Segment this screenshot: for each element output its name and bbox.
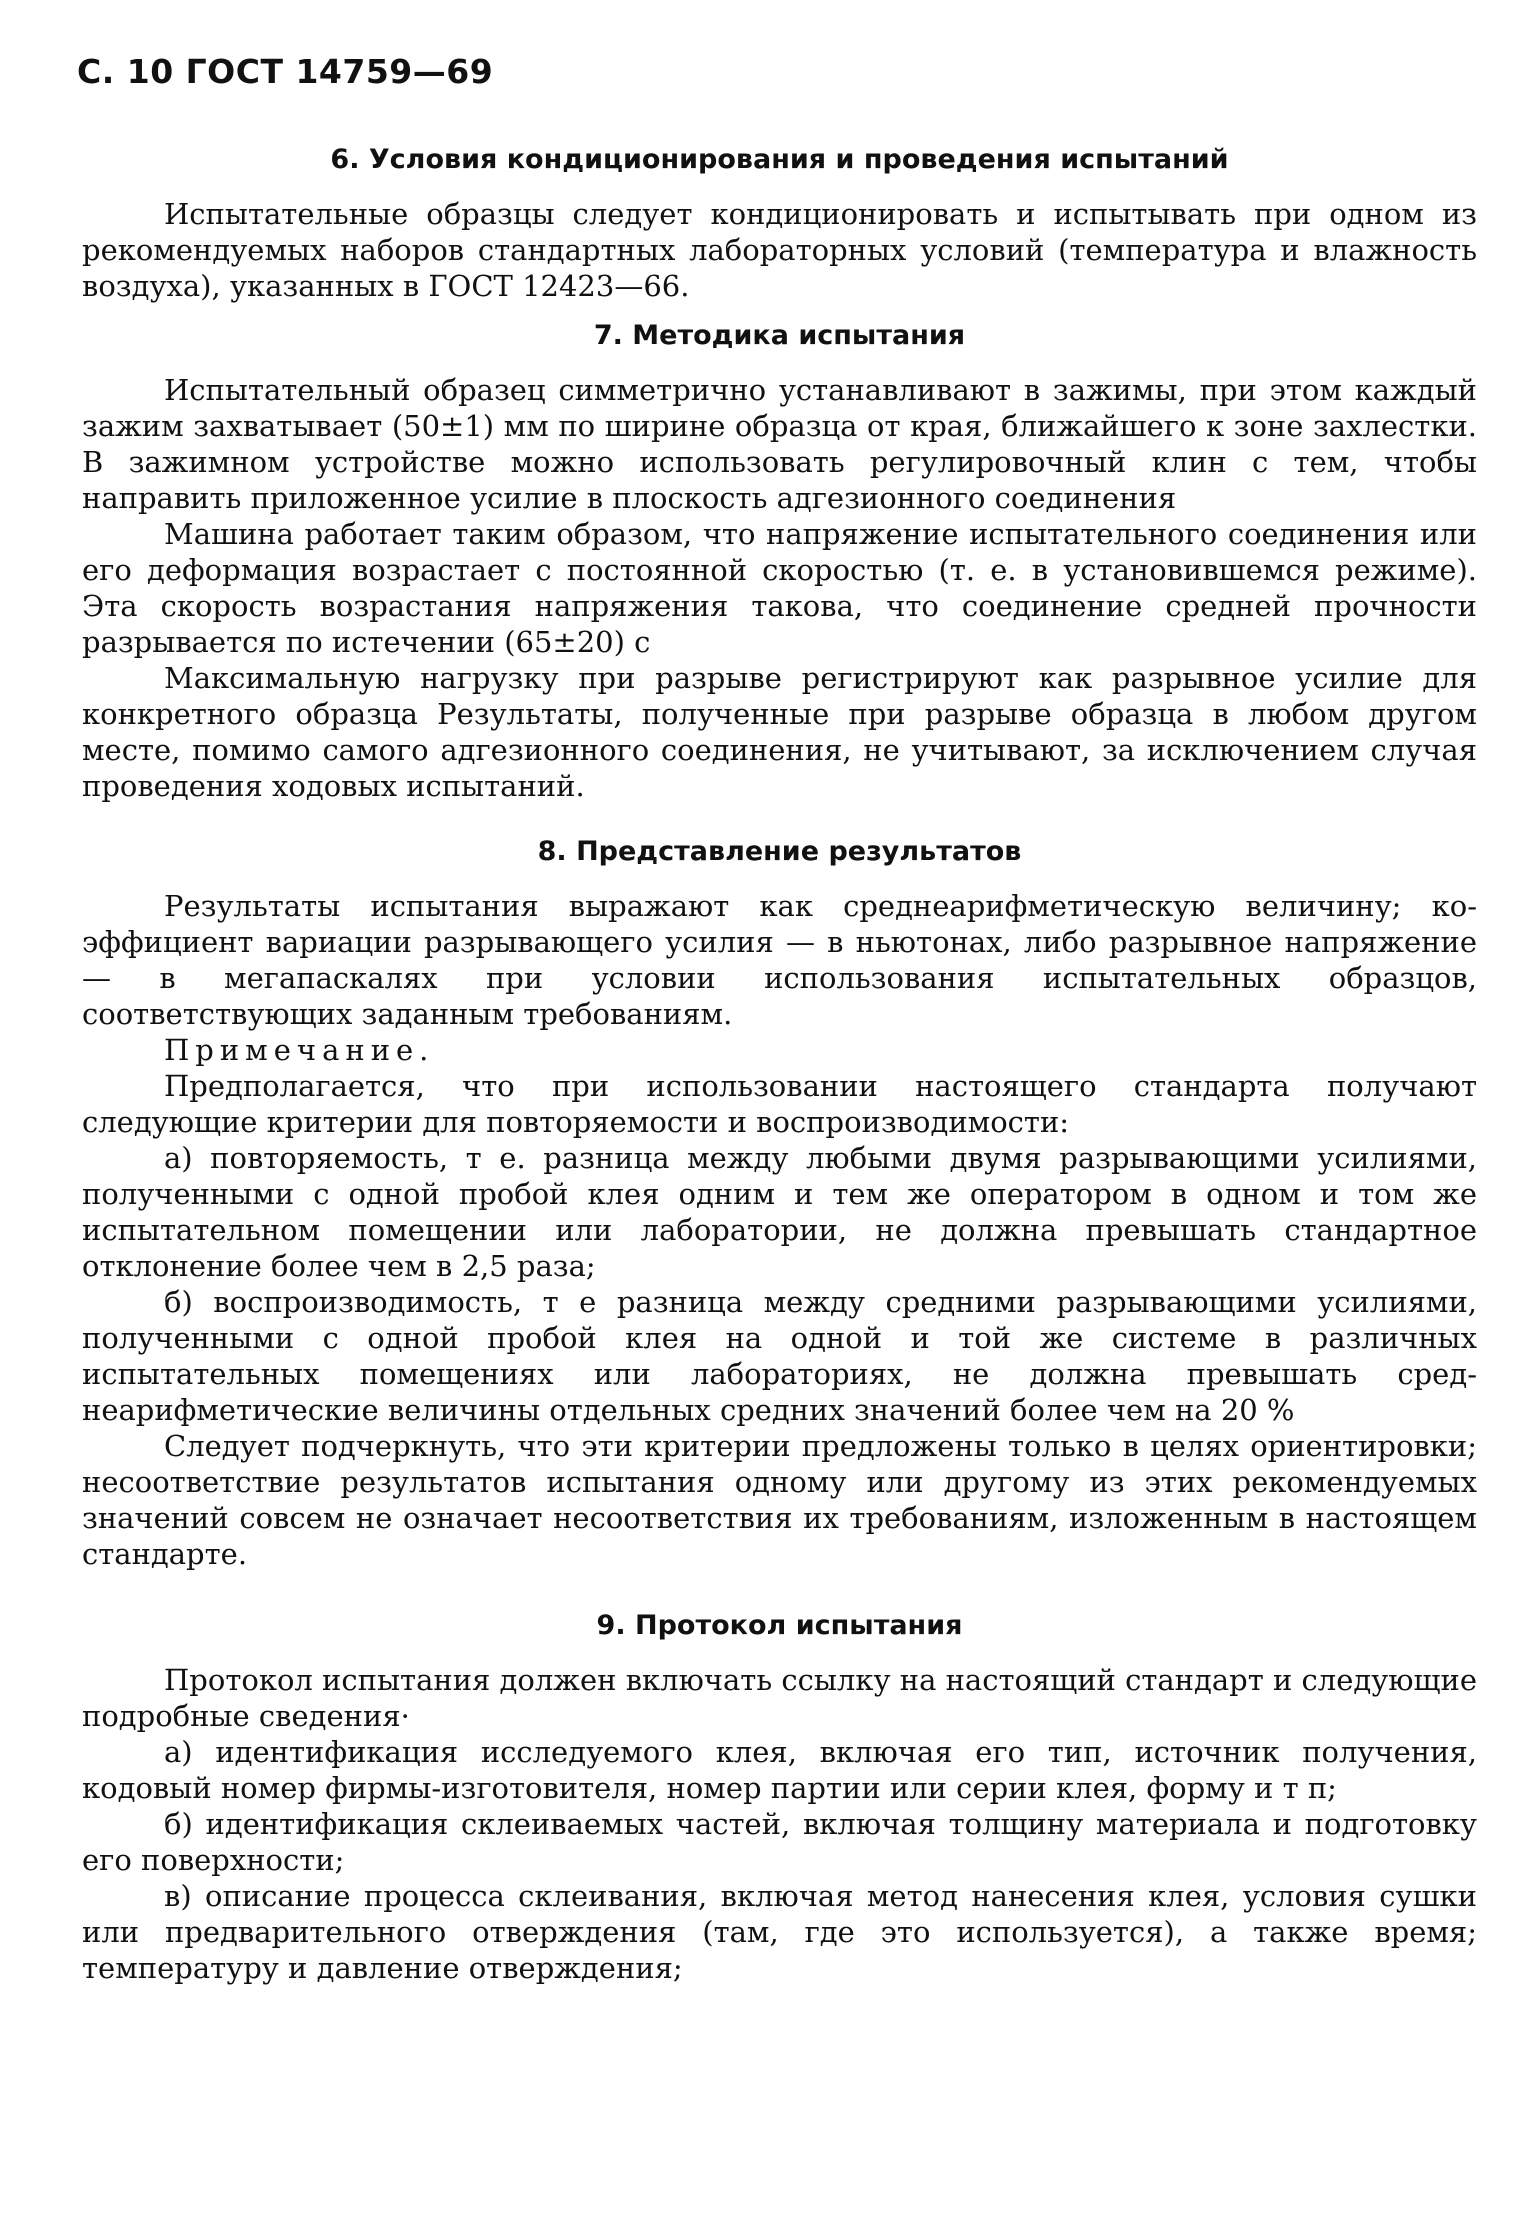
section-7-paragraph-1: Испытательный образец симметрично устанавливают в зажимы, при этом каждый зажим захватывает (50±1) мм по ширине образца от края, ближайшего к зоне захлестки. В зажимном устройстве можно использовать регулировочный клин с тем, чтобы направить приложенное усилие в плоскость адгезионного соединения (82, 373, 1477, 515)
running-head: С. 10 ГОСТ 14759—69 (77, 52, 494, 91)
spacer (82, 1572, 1477, 1608)
section-8-item-b: б) воспроизводимость, т е разница между средними разрывающими усилиями, полученными с одной пробой клея на одной и той же системе в различных испытательных помещениях или лабораториях, не должна превышать среднеарифметические величины отдельных средних значений более чем на 20 % (82, 1285, 1477, 1427)
section-9-item-b: б) идентификация склеиваемых частей, включая толщину материала и подготовку его поверхности; (82, 1807, 1477, 1877)
note-label: Примечание. (164, 1033, 435, 1067)
section-9-item-a: а) идентификация исследуемого клея, включая его тип, источник получения, кодовый номер фирмы-изготовителя, номер партии или серии клея, форму и т п; (82, 1735, 1477, 1805)
spacer (82, 304, 1477, 318)
section-7-paragraph-3: Максимальную нагрузку при разрыве регистрируют как разрывное усилие для конкретного образца Результаты, полученные при разрыве образца в любом другом месте, помимо самого адгезионного соединения, не учитывают, за исключением случая проведения ходовых испытаний. (82, 661, 1477, 803)
page-body (82, 142, 1477, 1986)
section-8-paragraph-2: Предполагается, что при использовании настоящего стандарта получают следующие критерии для повторяемости и воспроизводимости: (82, 1069, 1477, 1139)
section-9-item-c: в) описание процесса склеивания, включая метод нанесения клея, условия сушки или предварительного отверждения (там, где это используется), а также время; температуру и давление отверждения; (82, 1879, 1477, 1985)
section-8-heading: 8. Представление результатов (537, 836, 1022, 867)
section-9 (82, 1608, 1477, 1986)
section-8-paragraph-3: Следует подчеркнуть, что эти критерии предложены только в целях ориентировки; несоответствие результатов испытания одному или другому из этих рекомендуемых значений совсем не означает несоответствия их требованиям, изложенным в настоящем стандарте. (82, 1429, 1477, 1571)
section-9-paragraph-1: Протокол испытания должен включать ссылку на настоящий стандарт и следующие подробные сведения· (82, 1663, 1477, 1733)
section-9-heading: 9. Протокол испытания (596, 1610, 963, 1641)
section-7-heading: 7. Методика испытания (593, 320, 966, 351)
section-8-item-a: а) повторяемость, т е. разница между любыми двумя разрывающими усилиями, полученными с одной пробой клея одним и тем же оператором в одном и том же испытательном помещении или лаборатории, не должна превышать стандартное отклонение более чем в 2,5 раза; (82, 1141, 1477, 1283)
section-6-paragraph-1: Испытательные образцы следует кондиционировать и испытывать при одном из рекомендуемых наборов стандартных лабораторных условий (температура и влажность воздуха), указанных в ГОСТ 12423—66. (82, 197, 1477, 303)
section-7-paragraph-2: Машина работает таким образом, что напряжение испытательного соединения или его деформация возрастает с постоянной скоростью (т. е. в установившемся режиме). Эта скорость возрастания напряжения такова, что соединение средней прочности разрывается по истечении (65±20) с (82, 517, 1477, 659)
section-8 (82, 834, 1477, 1572)
section-6-heading: 6. Условия кондиционирования и проведения испытаний (330, 144, 1229, 175)
section-8-paragraph-1: Результаты испытания выражают как среднеарифметическую величину; коэффициент вариации разрывающего усилия — в ньютонах, либо разрывное напряжение — в мегапаскалях при условии использования испытательных образцов, соответствующих заданным требованиям. (82, 889, 1477, 1031)
spacer (82, 804, 1477, 834)
section-6 (82, 142, 1477, 304)
section-7 (82, 318, 1477, 804)
